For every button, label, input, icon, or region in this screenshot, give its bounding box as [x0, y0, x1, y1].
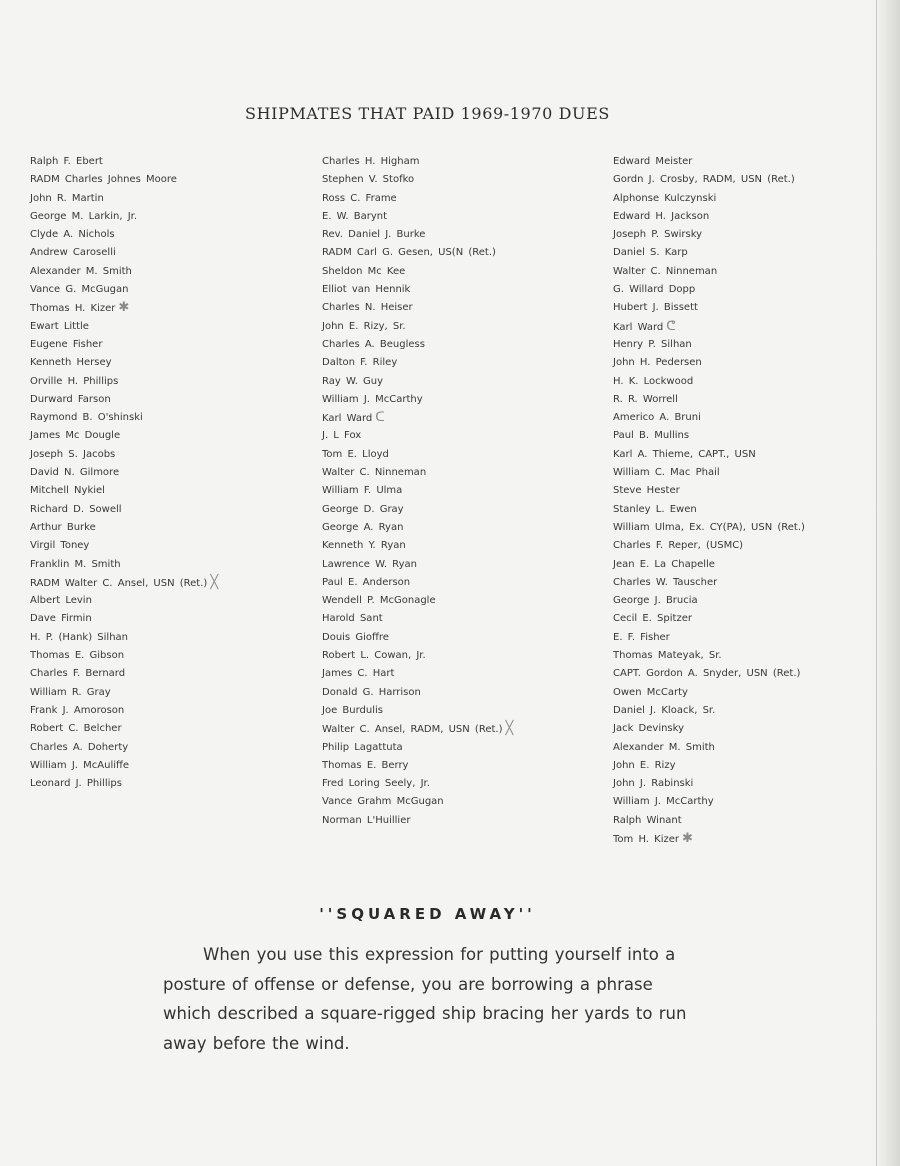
- member-name: [613, 519, 805, 537]
- member-name-text: E. F. Fisher: [613, 631, 670, 643]
- member-name-text: Thomas H. Kizer: [30, 303, 116, 315]
- handwritten-mark-icon: ᑕ: [375, 410, 385, 426]
- member-name: [613, 793, 805, 811]
- member-name-text: William F. Ulma: [322, 485, 403, 497]
- member-name-text: Charles A. Doherty: [30, 741, 129, 753]
- member-name-text: Mitchell Nykiel: [30, 485, 105, 497]
- member-name: [30, 574, 218, 592]
- member-name-text: Paul E. Anderson: [322, 576, 411, 588]
- page-title: SHIPMATES THAT PAID 1969-1970 DUES: [245, 104, 610, 123]
- member-name-text: Joseph S. Jacobs: [30, 448, 116, 460]
- member-name-text: RADM Carl G. Gesen, US(N (Ret.): [322, 247, 496, 259]
- member-name: [322, 409, 513, 427]
- member-name: [613, 556, 805, 574]
- member-name-text: Jack Devinsky: [613, 723, 684, 735]
- member-name-text: RADM Walter C. Ansel, USN (Ret.): [30, 577, 208, 589]
- member-name: [322, 812, 513, 830]
- member-name: [613, 354, 805, 372]
- member-name: [30, 501, 218, 519]
- member-name-text: Andrew Caroselli: [30, 247, 116, 259]
- member-name-text: Ralph F. Ebert: [30, 156, 103, 167]
- member-name: [30, 665, 218, 683]
- member-name: [613, 684, 805, 702]
- member-name-text: William J. McAuliffe: [30, 759, 130, 771]
- member-name: [613, 482, 805, 500]
- member-name-text: Richard D. Sowell: [30, 503, 122, 515]
- member-name: [30, 318, 218, 336]
- member-name-text: Paul B. Mullins: [613, 430, 690, 442]
- member-name: [30, 446, 218, 464]
- member-name: [613, 629, 805, 647]
- member-name-text: CAPT. Gordon A. Snyder, USN (Ret.): [613, 668, 801, 680]
- member-name-text: Sheldon Mc Kee: [322, 265, 406, 277]
- member-name-text: George J. Brucia: [613, 595, 698, 607]
- member-name: [613, 336, 805, 354]
- member-name: [30, 281, 218, 299]
- member-name-text: Tom E. Lloyd: [322, 448, 389, 460]
- member-name-text: Douis Gioffre: [322, 631, 389, 643]
- member-name: [30, 464, 218, 482]
- member-name: [322, 208, 513, 226]
- member-name-text: Stanley L. Ewen: [613, 503, 697, 515]
- member-name-text: John R. Martin: [30, 192, 104, 204]
- member-name-text: Frank J. Amoroson: [30, 704, 125, 716]
- member-name: [613, 830, 805, 848]
- member-name: [613, 464, 805, 482]
- member-name-text: James C. Hart: [322, 668, 395, 680]
- member-name-text: Franklin M. Smith: [30, 558, 121, 570]
- member-name-text: Ray W. Guy: [322, 375, 384, 387]
- member-name-text: Virgil Toney: [30, 540, 90, 552]
- member-name: [613, 373, 805, 391]
- member-name-text: Stephen V. Stofko: [322, 174, 415, 186]
- member-name-text: Jean E. La Chapelle: [613, 558, 715, 570]
- member-name: [322, 299, 513, 317]
- member-name-text: Thomas E. Berry: [322, 759, 409, 771]
- handwritten-mark-icon: ᕦ: [666, 318, 676, 334]
- member-name-text: Arthur Burke: [30, 521, 96, 533]
- member-name: [322, 226, 513, 244]
- member-name: [322, 537, 513, 555]
- member-name-text: Walter C. Ansel, RADM, USN (Ret.): [322, 724, 503, 736]
- member-name-text: Charles A. Beugless: [322, 338, 425, 350]
- names-column-2: [322, 153, 513, 830]
- member-name-text: Vance Grahm McGugan: [322, 796, 444, 808]
- member-name: [322, 775, 513, 793]
- member-name-text: Henry P. Silhan: [613, 338, 692, 350]
- member-name: [30, 592, 218, 610]
- member-name-text: Thomas Mateyak, Sr.: [613, 650, 722, 662]
- member-name: [613, 190, 805, 208]
- member-name-text: Robert C. Belcher: [30, 723, 122, 735]
- member-name-text: Owen McCarty: [613, 686, 688, 698]
- member-name-text: Tom H. Kizer: [613, 833, 679, 845]
- member-name: [322, 519, 513, 537]
- member-name-text: William Ulma, Ex. CY(PA), USN (Ret.): [613, 521, 805, 533]
- member-name-text: Walter C. Ninneman: [322, 467, 427, 479]
- member-name-text: Charles H. Higham: [322, 156, 420, 167]
- member-name-text: George M. Larkin, Jr.: [30, 210, 138, 222]
- member-name-text: E. W. Barynt: [322, 210, 388, 222]
- member-name-text: Harold Sant: [322, 613, 383, 625]
- member-name-text: Walter C. Ninneman: [613, 265, 718, 277]
- member-name-text: Ralph Winant: [613, 814, 682, 826]
- member-name-text: Charles W. Tauscher: [613, 576, 718, 588]
- handwritten-mark-icon: ╳: [505, 721, 514, 737]
- member-name-text: Donald G. Harrison: [322, 686, 421, 698]
- member-name: [322, 574, 513, 592]
- member-name-text: RADM Charles Johnes Moore: [30, 174, 177, 186]
- member-name-text: Rev. Daniel J. Burke: [322, 229, 426, 241]
- member-name: [30, 373, 218, 391]
- member-name-text: J. L Fox: [322, 430, 362, 442]
- member-name: [30, 537, 218, 555]
- member-name: [613, 702, 805, 720]
- member-name-text: Americo A. Bruni: [613, 412, 701, 424]
- member-name: [322, 501, 513, 519]
- member-name: [322, 665, 513, 683]
- member-name: [613, 171, 805, 189]
- member-name-text: George D. Gray: [322, 503, 404, 515]
- member-name-text: George A. Ryan: [322, 521, 404, 533]
- member-name: [30, 354, 218, 372]
- member-name: [322, 647, 513, 665]
- member-name-text: Daniel S. Karp: [613, 247, 688, 259]
- member-name: [30, 482, 218, 500]
- member-name: [613, 739, 805, 757]
- member-name-text: H. P. (Hank) Silhan: [30, 631, 128, 643]
- member-name: [322, 446, 513, 464]
- member-name-text: Joe Burdulis: [322, 704, 383, 716]
- member-name: [322, 171, 513, 189]
- member-name-text: G. Willard Dopp: [613, 284, 696, 296]
- member-name: [30, 629, 218, 647]
- member-name: [30, 757, 218, 775]
- member-name: [613, 665, 805, 683]
- member-name-text: Lawrence W. Ryan: [322, 558, 417, 570]
- member-name-text: William R. Gray: [30, 686, 111, 698]
- member-name: [322, 556, 513, 574]
- member-name: [322, 391, 513, 409]
- member-name-text: Philip Lagattuta: [322, 741, 403, 753]
- member-name: [322, 720, 513, 738]
- member-name: [613, 720, 805, 738]
- member-name: [30, 336, 218, 354]
- member-name: [322, 702, 513, 720]
- member-name: [30, 153, 218, 171]
- member-name-text: John J. Rabinski: [613, 778, 694, 790]
- member-name-text: Edward H. Jackson: [613, 210, 710, 222]
- member-name: [30, 409, 218, 427]
- member-name: [322, 684, 513, 702]
- member-name: [613, 610, 805, 628]
- member-name-text: Alexander M. Smith: [613, 741, 715, 753]
- member-name: [322, 757, 513, 775]
- member-name: [613, 812, 805, 830]
- member-name: [30, 427, 218, 445]
- member-name: [613, 299, 805, 317]
- member-name-text: James Mc Dougle: [30, 430, 121, 442]
- member-name-text: Clyde A. Nichols: [30, 229, 115, 241]
- member-name: [30, 299, 218, 317]
- member-name: [322, 373, 513, 391]
- member-name: [613, 318, 805, 336]
- member-name: [30, 244, 218, 262]
- names-column-1: [30, 153, 218, 793]
- member-name-text: William J. McCarthy: [322, 393, 423, 405]
- member-name-text: Vance G. McGugan: [30, 284, 129, 296]
- member-name-text: H. K. Lockwood: [613, 375, 694, 387]
- member-name: [613, 391, 805, 409]
- member-name-text: Charles F. Bernard: [30, 668, 126, 680]
- member-name-text: Edward Meister: [613, 156, 693, 167]
- member-name-text: Alphonse Kulczynski: [613, 192, 717, 204]
- member-name: [322, 482, 513, 500]
- member-name: [613, 244, 805, 262]
- member-name: [30, 775, 218, 793]
- member-name-text: Leonard J. Phillips: [30, 778, 122, 790]
- member-name-text: John E. Rizy, Sr.: [322, 320, 406, 332]
- member-name: [322, 427, 513, 445]
- member-name: [322, 793, 513, 811]
- member-name-text: Kenneth Hersey: [30, 357, 112, 369]
- member-name-text: John E. Rizy: [613, 759, 676, 771]
- member-name: [322, 318, 513, 336]
- member-name: [322, 629, 513, 647]
- member-name: [322, 263, 513, 281]
- member-name: [30, 190, 218, 208]
- squared-away-title: ''SQUARED AWAY'': [319, 905, 536, 923]
- member-name: [322, 244, 513, 262]
- member-name: [322, 592, 513, 610]
- member-name: [322, 610, 513, 628]
- member-name-text: John H. Pedersen: [613, 357, 702, 369]
- member-name: [613, 208, 805, 226]
- handwritten-mark-icon: ✱: [118, 300, 130, 316]
- member-name-text: Charles N. Heiser: [322, 302, 413, 314]
- member-name: [322, 464, 513, 482]
- member-name: [30, 263, 218, 281]
- member-name-text: Karl Ward: [322, 413, 373, 425]
- member-name: [613, 427, 805, 445]
- member-name-text: Dalton F. Riley: [322, 357, 398, 369]
- member-name: [613, 446, 805, 464]
- member-name-text: David N. Gilmore: [30, 467, 120, 479]
- member-name: [30, 208, 218, 226]
- member-name-text: Cecil E. Spitzer: [613, 613, 692, 625]
- member-name-text: Wendell P. McGonagle: [322, 595, 436, 607]
- member-name: [613, 281, 805, 299]
- member-name-text: Durward Farson: [30, 393, 111, 405]
- member-name: [30, 702, 218, 720]
- member-name: [322, 354, 513, 372]
- member-name-text: Karl Ward: [613, 321, 664, 333]
- member-name-text: R. R. Worrell: [613, 393, 678, 405]
- member-name: [613, 537, 805, 555]
- member-name-text: William C. Mac Phail: [613, 467, 720, 479]
- member-name-text: Charles F. Reper, (USMC): [613, 540, 744, 552]
- member-name-text: Dave Firmin: [30, 613, 92, 625]
- member-name: [30, 391, 218, 409]
- member-name: [322, 739, 513, 757]
- member-name-text: Kenneth Y. Ryan: [322, 540, 406, 552]
- member-name: [30, 171, 218, 189]
- member-name-text: Daniel J. Kloack, Sr.: [613, 704, 716, 716]
- member-name-text: Albert Levin: [30, 595, 92, 607]
- member-name: [613, 409, 805, 427]
- member-name: [613, 153, 805, 171]
- member-name: [30, 739, 218, 757]
- member-name-text: Karl A. Thieme, CAPT., USN: [613, 448, 756, 460]
- member-name: [322, 153, 513, 171]
- member-name-text: Thomas E. Gibson: [30, 650, 125, 662]
- member-name: [613, 647, 805, 665]
- member-name-text: Hubert J. Bissett: [613, 302, 698, 314]
- member-name: [613, 775, 805, 793]
- member-name-text: Robert L. Cowan, Jr.: [322, 650, 426, 662]
- member-name: [30, 226, 218, 244]
- member-name-text: Joseph P. Swirsky: [613, 229, 703, 241]
- member-name: [30, 610, 218, 628]
- member-name-text: William J. McCarthy: [613, 796, 714, 808]
- member-name-text: Fred Loring Seely, Jr.: [322, 778, 430, 790]
- member-name: [613, 501, 805, 519]
- member-name: [30, 647, 218, 665]
- member-name: [322, 281, 513, 299]
- member-name-text: Elliot van Hennik: [322, 284, 411, 296]
- member-name-text: Raymond B. O'shinski: [30, 412, 143, 424]
- member-name: [30, 519, 218, 537]
- member-name-text: Ewart Little: [30, 320, 89, 332]
- member-name: [613, 263, 805, 281]
- member-name: [30, 556, 218, 574]
- member-name: [613, 574, 805, 592]
- member-name: [613, 757, 805, 775]
- member-name-text: Alexander M. Smith: [30, 265, 132, 277]
- handwritten-mark-icon: ╳: [210, 574, 219, 590]
- member-name-text: Eugene Fisher: [30, 338, 103, 350]
- member-name-text: Orville H. Phillips: [30, 375, 119, 387]
- member-name: [322, 336, 513, 354]
- member-name: [613, 226, 805, 244]
- member-name: [322, 190, 513, 208]
- names-column-3: [613, 153, 805, 848]
- squared-away-paragraph: When you use this expression for putting yourself into a posture of offense or defense, you are borrowing a phrase which described a square-rigged ship bracing her yards to run away before the wind.: [163, 945, 687, 1053]
- member-name: [30, 684, 218, 702]
- member-name: [613, 592, 805, 610]
- page-edge: [874, 0, 900, 1166]
- member-name-text: Steve Hester: [613, 485, 680, 497]
- member-name-text: Gordn J. Crosby, RADM, USN (Ret.): [613, 174, 795, 186]
- member-name-text: Ross C. Frame: [322, 192, 397, 204]
- handwritten-mark-icon: ✱: [682, 830, 693, 846]
- member-name-text: Norman L'Huillier: [322, 814, 411, 826]
- member-name: [30, 720, 218, 738]
